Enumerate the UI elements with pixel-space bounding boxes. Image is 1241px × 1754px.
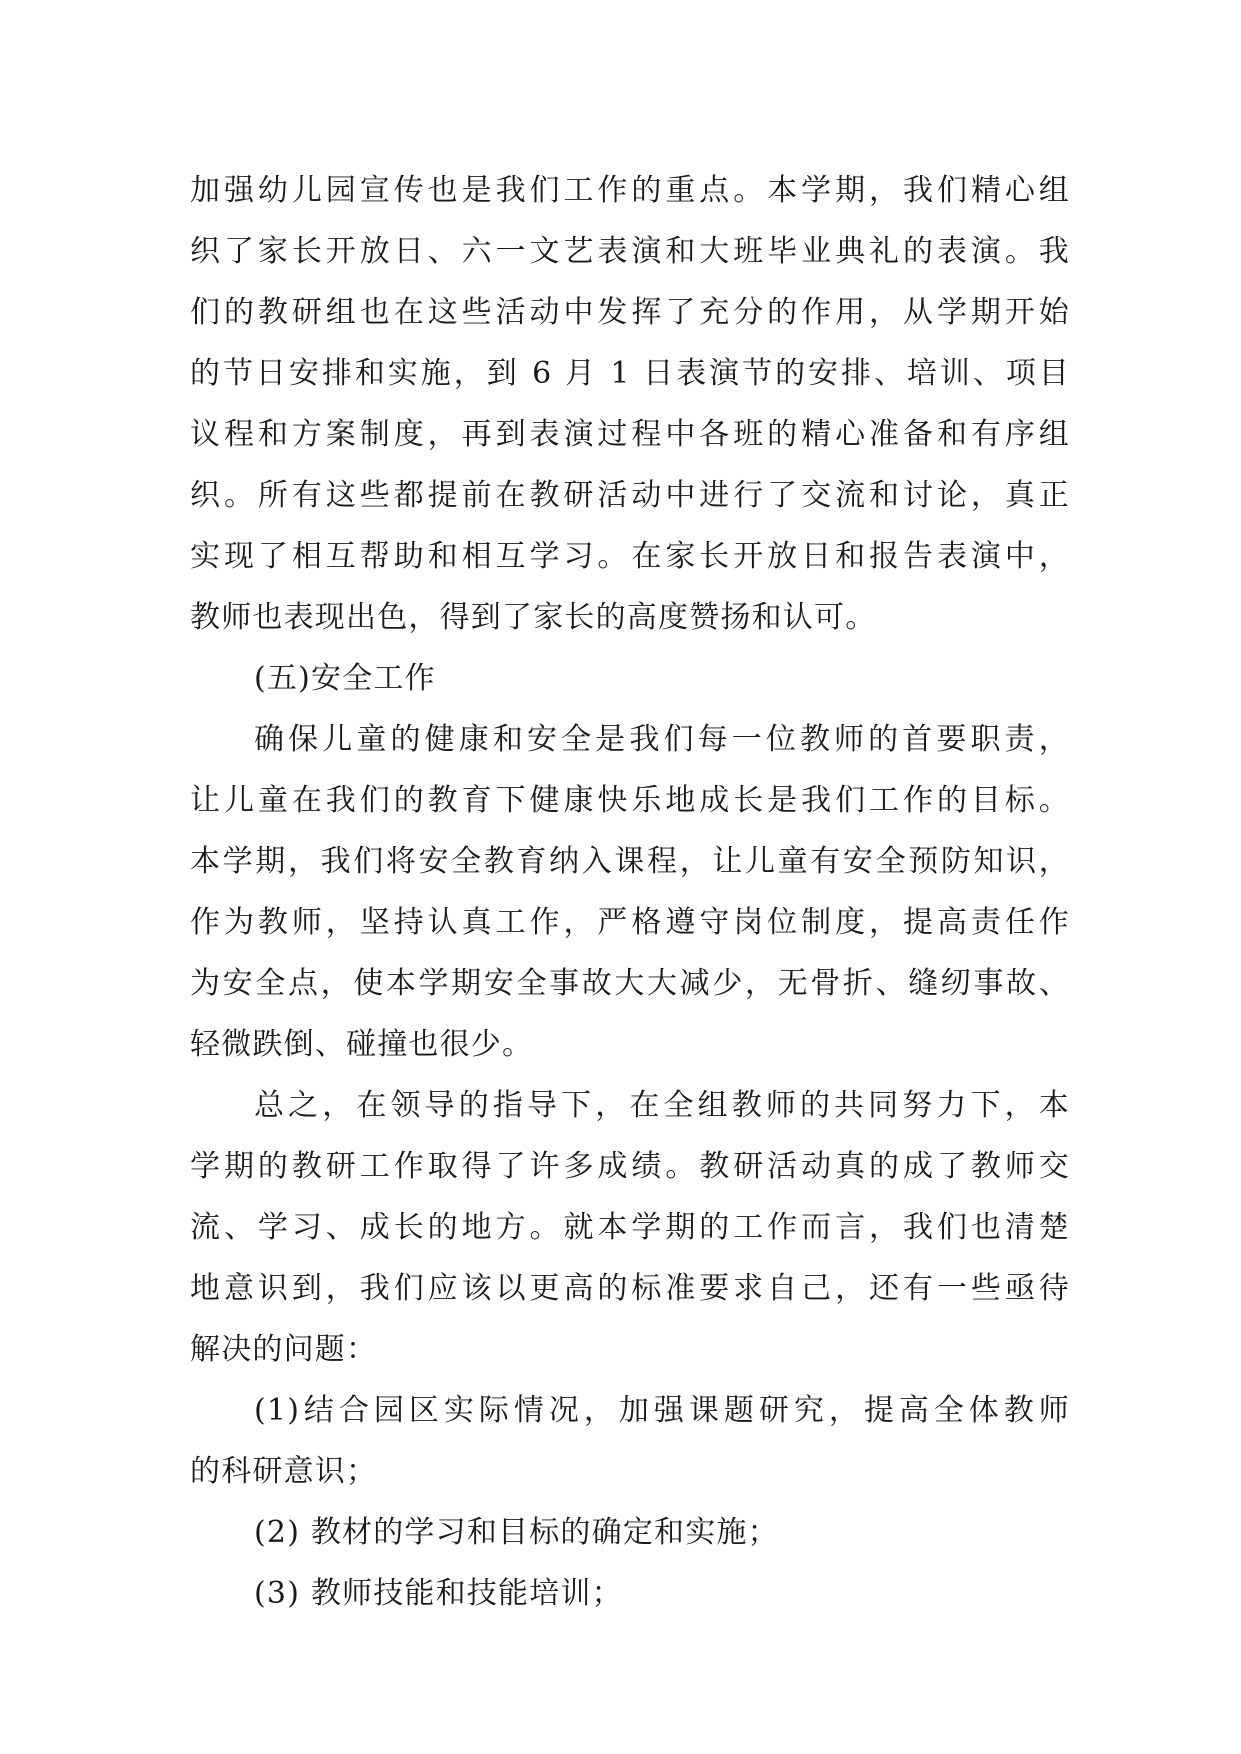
text-line: 流、学习、成长的地方。就本学期的工作而言，我们也清楚 — [190, 1210, 1070, 1245]
text-line: 教师也表现出色，得到了家长的高度赞扬和认可。 — [190, 600, 877, 635]
text-line: 轻微跌倒、碰撞也很少。 — [190, 1027, 534, 1062]
text-line: 解决的问题： — [190, 1332, 378, 1367]
text-line: 实现了相互帮助和相互学习。在家长开放日和报告表演中， — [190, 539, 1070, 574]
text-line: 织了家长开放日、六一文艺表演和大班毕业典礼的表演。我 — [190, 234, 1070, 269]
text-line: 本学期，我们将安全教育纳入课程，让儿童有安全预防知识， — [190, 844, 1070, 879]
text-line: 让儿童在我们的教育下健康快乐地成长是我们工作的目标。 — [190, 783, 1070, 818]
text-line: 加强幼儿园宣传也是我们工作的重点。本学期，我们精心组 — [190, 173, 1070, 208]
text-line: 作为教师，坚持认真工作，严格遵守岗位制度，提高责任作 — [190, 905, 1070, 940]
text-line: 的节日安排和实施，到 6 月 1 日表演节的安排、培训、项目 — [190, 356, 1070, 391]
text-line: 议程和方案制度，再到表演过程中各班的精心准备和有序组 — [190, 417, 1070, 452]
list-item: (3) 教师技能和技能培训； — [254, 1576, 623, 1611]
list-item: (2) 教材的学习和目标的确定和实施； — [254, 1515, 779, 1550]
text-line: 总之，在领导的指导下，在全组教师的共同努力下，本 — [254, 1088, 1070, 1123]
text-line: 学期的教研工作取得了许多成绩。教研活动真的成了教师交 — [190, 1149, 1070, 1184]
text-line: 地意识到，我们应该以更高的标准要求自己，还有一些亟待 — [190, 1271, 1070, 1306]
section-heading: (五)安全工作 — [254, 661, 436, 696]
document-body — [190, 160, 1070, 1624]
text-line: 为安全点，使本学期安全事故大大减少，无骨折、缝纫事故、 — [190, 966, 1070, 1001]
text-line: 织。所有这些都提前在教研活动中进行了交流和讨论，真正 — [190, 478, 1070, 513]
text-line: 确保儿童的健康和安全是我们每一位教师的首要职责， — [254, 722, 1070, 757]
text-line: 们的教研组也在这些活动中发挥了充分的作用，从学期开始 — [190, 295, 1070, 330]
list-item: (1)结合园区实际情况，加强课题研究，提高全体教师 — [254, 1393, 1070, 1428]
list-item-continuation: 的科研意识； — [190, 1454, 378, 1489]
